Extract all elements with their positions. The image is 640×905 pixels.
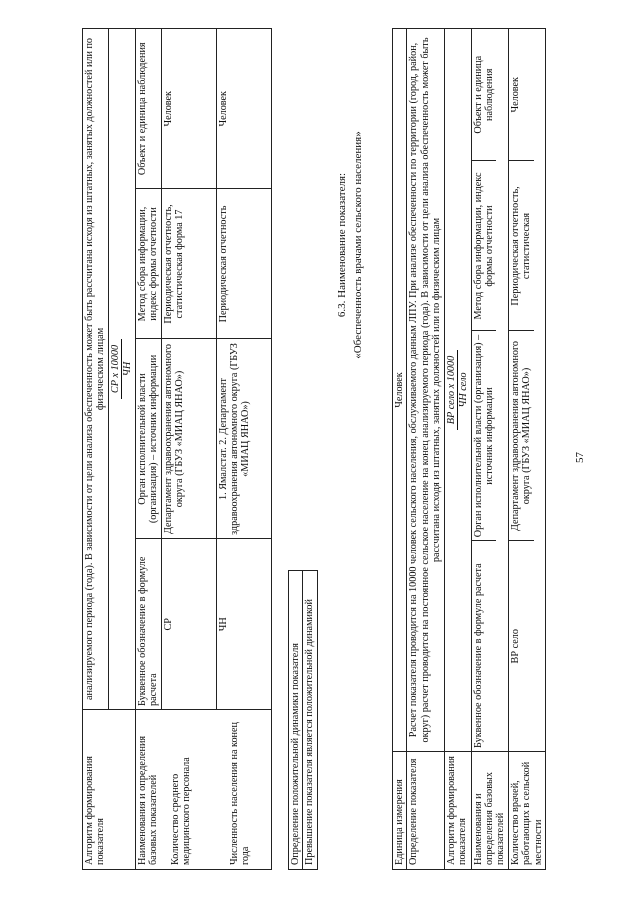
definition-label: Определение показателя — [407, 752, 444, 870]
population-row — [216, 29, 271, 709]
section-subtitle: «Обеспеченность врачами сельского населения» — [352, 131, 364, 359]
unit-label: Единица измерения — [393, 752, 407, 870]
rural-doctors-label: Количество врачей, работающих в сельской местности — [508, 752, 545, 870]
base-cols-cell-2 — [471, 29, 508, 752]
col-method-header: Метод сбора информации, индекс формы отчетности — [136, 189, 161, 339]
base-cols-cell — [135, 29, 271, 710]
population-source: 1. Ямалстат. 2. Департамент здравоохранения автономного округа (ГБУЗ «МИАЦ ЯНАО») — [216, 339, 271, 539]
population-row-label: Численность населения на конец года — [229, 722, 252, 865]
formula-numerator-2: ВР село х 10000 — [446, 350, 458, 430]
col-object-header: Объект и единица наблюдения — [136, 29, 161, 189]
base-indicators-subtable-2 — [472, 29, 497, 751]
population-object: Человек — [216, 29, 271, 189]
algorithm-row-2 — [444, 29, 471, 870]
formula-2 — [444, 29, 471, 752]
col-method-header-2: Метод сбора информации, индекс формы отчетности — [472, 161, 497, 331]
indicator-table — [392, 28, 546, 870]
base-header-row-2 — [472, 29, 497, 751]
definition-row — [407, 29, 444, 870]
col-source-header: Орган исполнительной власти (организация) – источник информации — [136, 339, 161, 539]
unit-row — [393, 29, 407, 870]
nurse-object: Человек — [161, 29, 216, 189]
col-object-header-2: Объект и единица наблюдения — [472, 29, 497, 161]
nurse-source: Департамент здравоохранения автономного округа (ГБУЗ «МИАЦ ЯНАО») — [161, 339, 216, 539]
rural-doctors-row — [508, 29, 545, 870]
nurse-method: Периодическая отчетность, статистическая форма 17 — [161, 189, 216, 339]
algorithm-text: анализируемого периода (года). В зависимости от цели анализа обеспеченность может быть рассчитана исходя из штатных, занятых должностей или по физическим лицам — [83, 29, 109, 710]
rural-doctors-object: Человек — [509, 29, 534, 161]
formula-numerator: СР х 10000 — [110, 339, 122, 399]
rural-doctors-method: Периодическая отчетность, статистическая — [509, 161, 534, 331]
col-letter-header: Буквенное обозначение в формуле расчета — [136, 556, 160, 706]
base-indicators-subtable — [136, 29, 271, 709]
dynamics-text: Превышение показателя является положительной динамикой — [303, 571, 317, 870]
dynamics-table — [288, 570, 318, 870]
page-number: 57 — [574, 452, 586, 463]
dynamics-label: Определение положительной динамики показателя — [289, 571, 303, 870]
population-method: Периодическая отчетность — [216, 189, 271, 339]
nurse-letter: СР — [161, 539, 216, 709]
algorithm-row — [83, 29, 109, 870]
rural-doctors-subtable — [509, 29, 534, 751]
base-header-row — [136, 29, 161, 709]
base-label-2: Наименования и определения базовых показателей — [471, 752, 508, 870]
section-title: 6.3. Наименование показателя: — [336, 172, 348, 318]
rural-doctors-cols-cell — [508, 29, 545, 752]
col-source-header-2: Орган исполнительной власти (организация) – источник информации — [472, 331, 497, 541]
col-letter-header-2: Буквенное обозначение в формуле расчета — [472, 563, 484, 748]
algorithm-label: Алгоритм формирования показателя — [83, 710, 136, 870]
definition-text: Расчет показателя проводится на 10000 человек сельского населения, обслуживаемого данным ЛПУ. При анализе обеспеченности по территории (город, район, округ) расчет проводится на постоянное сельское население на конец анализируемого периода (года). В зависимости от цели анализа обеспеченность может быть рассчитана исходя из штатных, занятых должностей или по физическим лицам — [407, 29, 444, 752]
unit-value: Человек — [393, 29, 407, 752]
formula-denominator: ЧН — [122, 361, 134, 377]
rural-doctors-letter: ВР село — [509, 629, 521, 664]
formula-denominator-2: ЧН село — [458, 372, 470, 408]
nurse-staff-row — [161, 29, 216, 709]
algorithm-label-2: Алгоритм формирования показателя — [444, 752, 471, 870]
base-indicators-row-2 — [471, 29, 508, 870]
nurse-row-label: Количество среднего медицинского персонала — [170, 757, 193, 865]
rural-doctors-source: Департамент здравоохранения автономного округа (ГБУЗ «МИАЦ ЯНАО») — [509, 331, 534, 541]
population-letter: ЧН — [216, 539, 271, 709]
formula — [108, 29, 135, 710]
base-label: Наименования и определения базовых показателей — [135, 710, 271, 870]
